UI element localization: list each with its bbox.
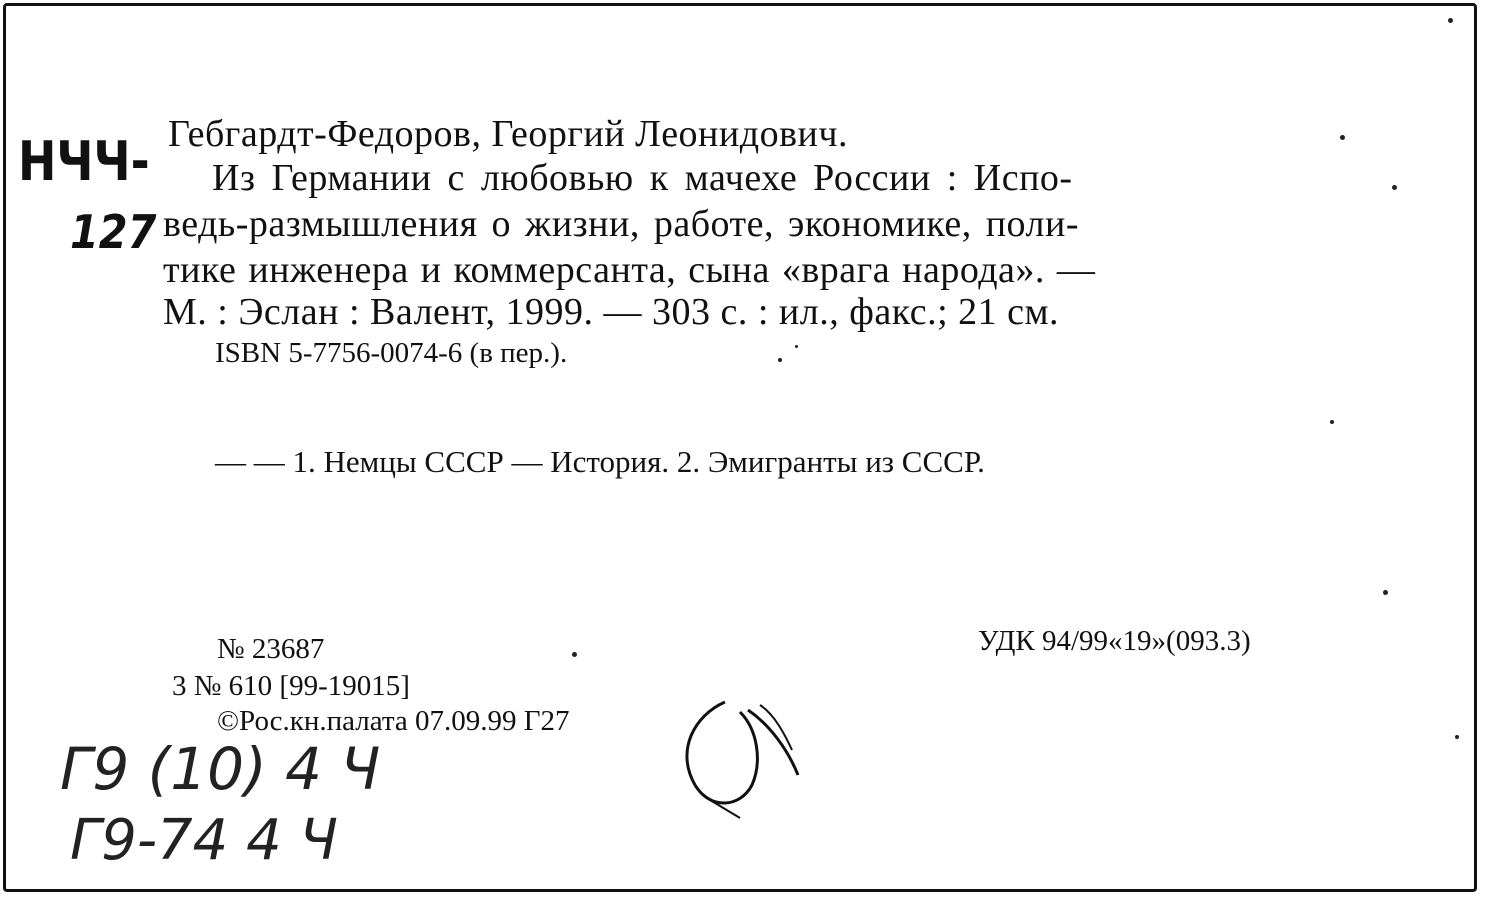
handwritten-note-2: Г9-74 4 Ч [70,808,338,873]
handwritten-note-1: Г9 (10) 4 Ч [60,735,381,803]
imprint-line: М. : Эслан : Валент, 1999. — 303 с. : ил., факс.; 21 см. [163,291,1060,333]
scan-speck [572,652,577,657]
scan-speck [1448,18,1453,23]
title-line-2: ведь-размышления о жизни, работе, экономике, поли- [163,203,1080,245]
isbn-line: ISBN 5-7756-0074-6 (в пер.). [215,337,568,369]
scan-speck [795,345,798,348]
scan-speck [1392,185,1397,190]
scan-speck [1330,420,1334,424]
handwritten-shelfmark-bottom: 127 [70,205,157,259]
udk-code: УДК 94/99«19»(093.3) [978,625,1251,657]
title-line-1: Из Германии с любовью к мачехе России : Испо- [212,157,1073,199]
title-line-3: тике инженера и коммерсанта, сына «врага народа». — [163,249,1096,291]
scan-speck [778,358,782,362]
copyright-line: ©Рос.кн.палата 07.09.99 Г27 [217,705,570,737]
scribble-mark [670,690,810,825]
scan-speck [1383,590,1388,595]
scan-speck [1340,135,1345,140]
author-heading: Гебгардт-Федоров, Георгий Леонидович. [168,113,848,155]
record-number: № 23687 [217,633,325,665]
subject-headings: — — 1. Немцы СССР — История. 2. Эмигранты из СССР. [215,444,985,479]
scan-speck [1455,735,1459,739]
handwritten-shelfmark-top: НЧЧ- [18,130,150,193]
copies-line: 3 № 610 [99-19015] [172,670,410,702]
